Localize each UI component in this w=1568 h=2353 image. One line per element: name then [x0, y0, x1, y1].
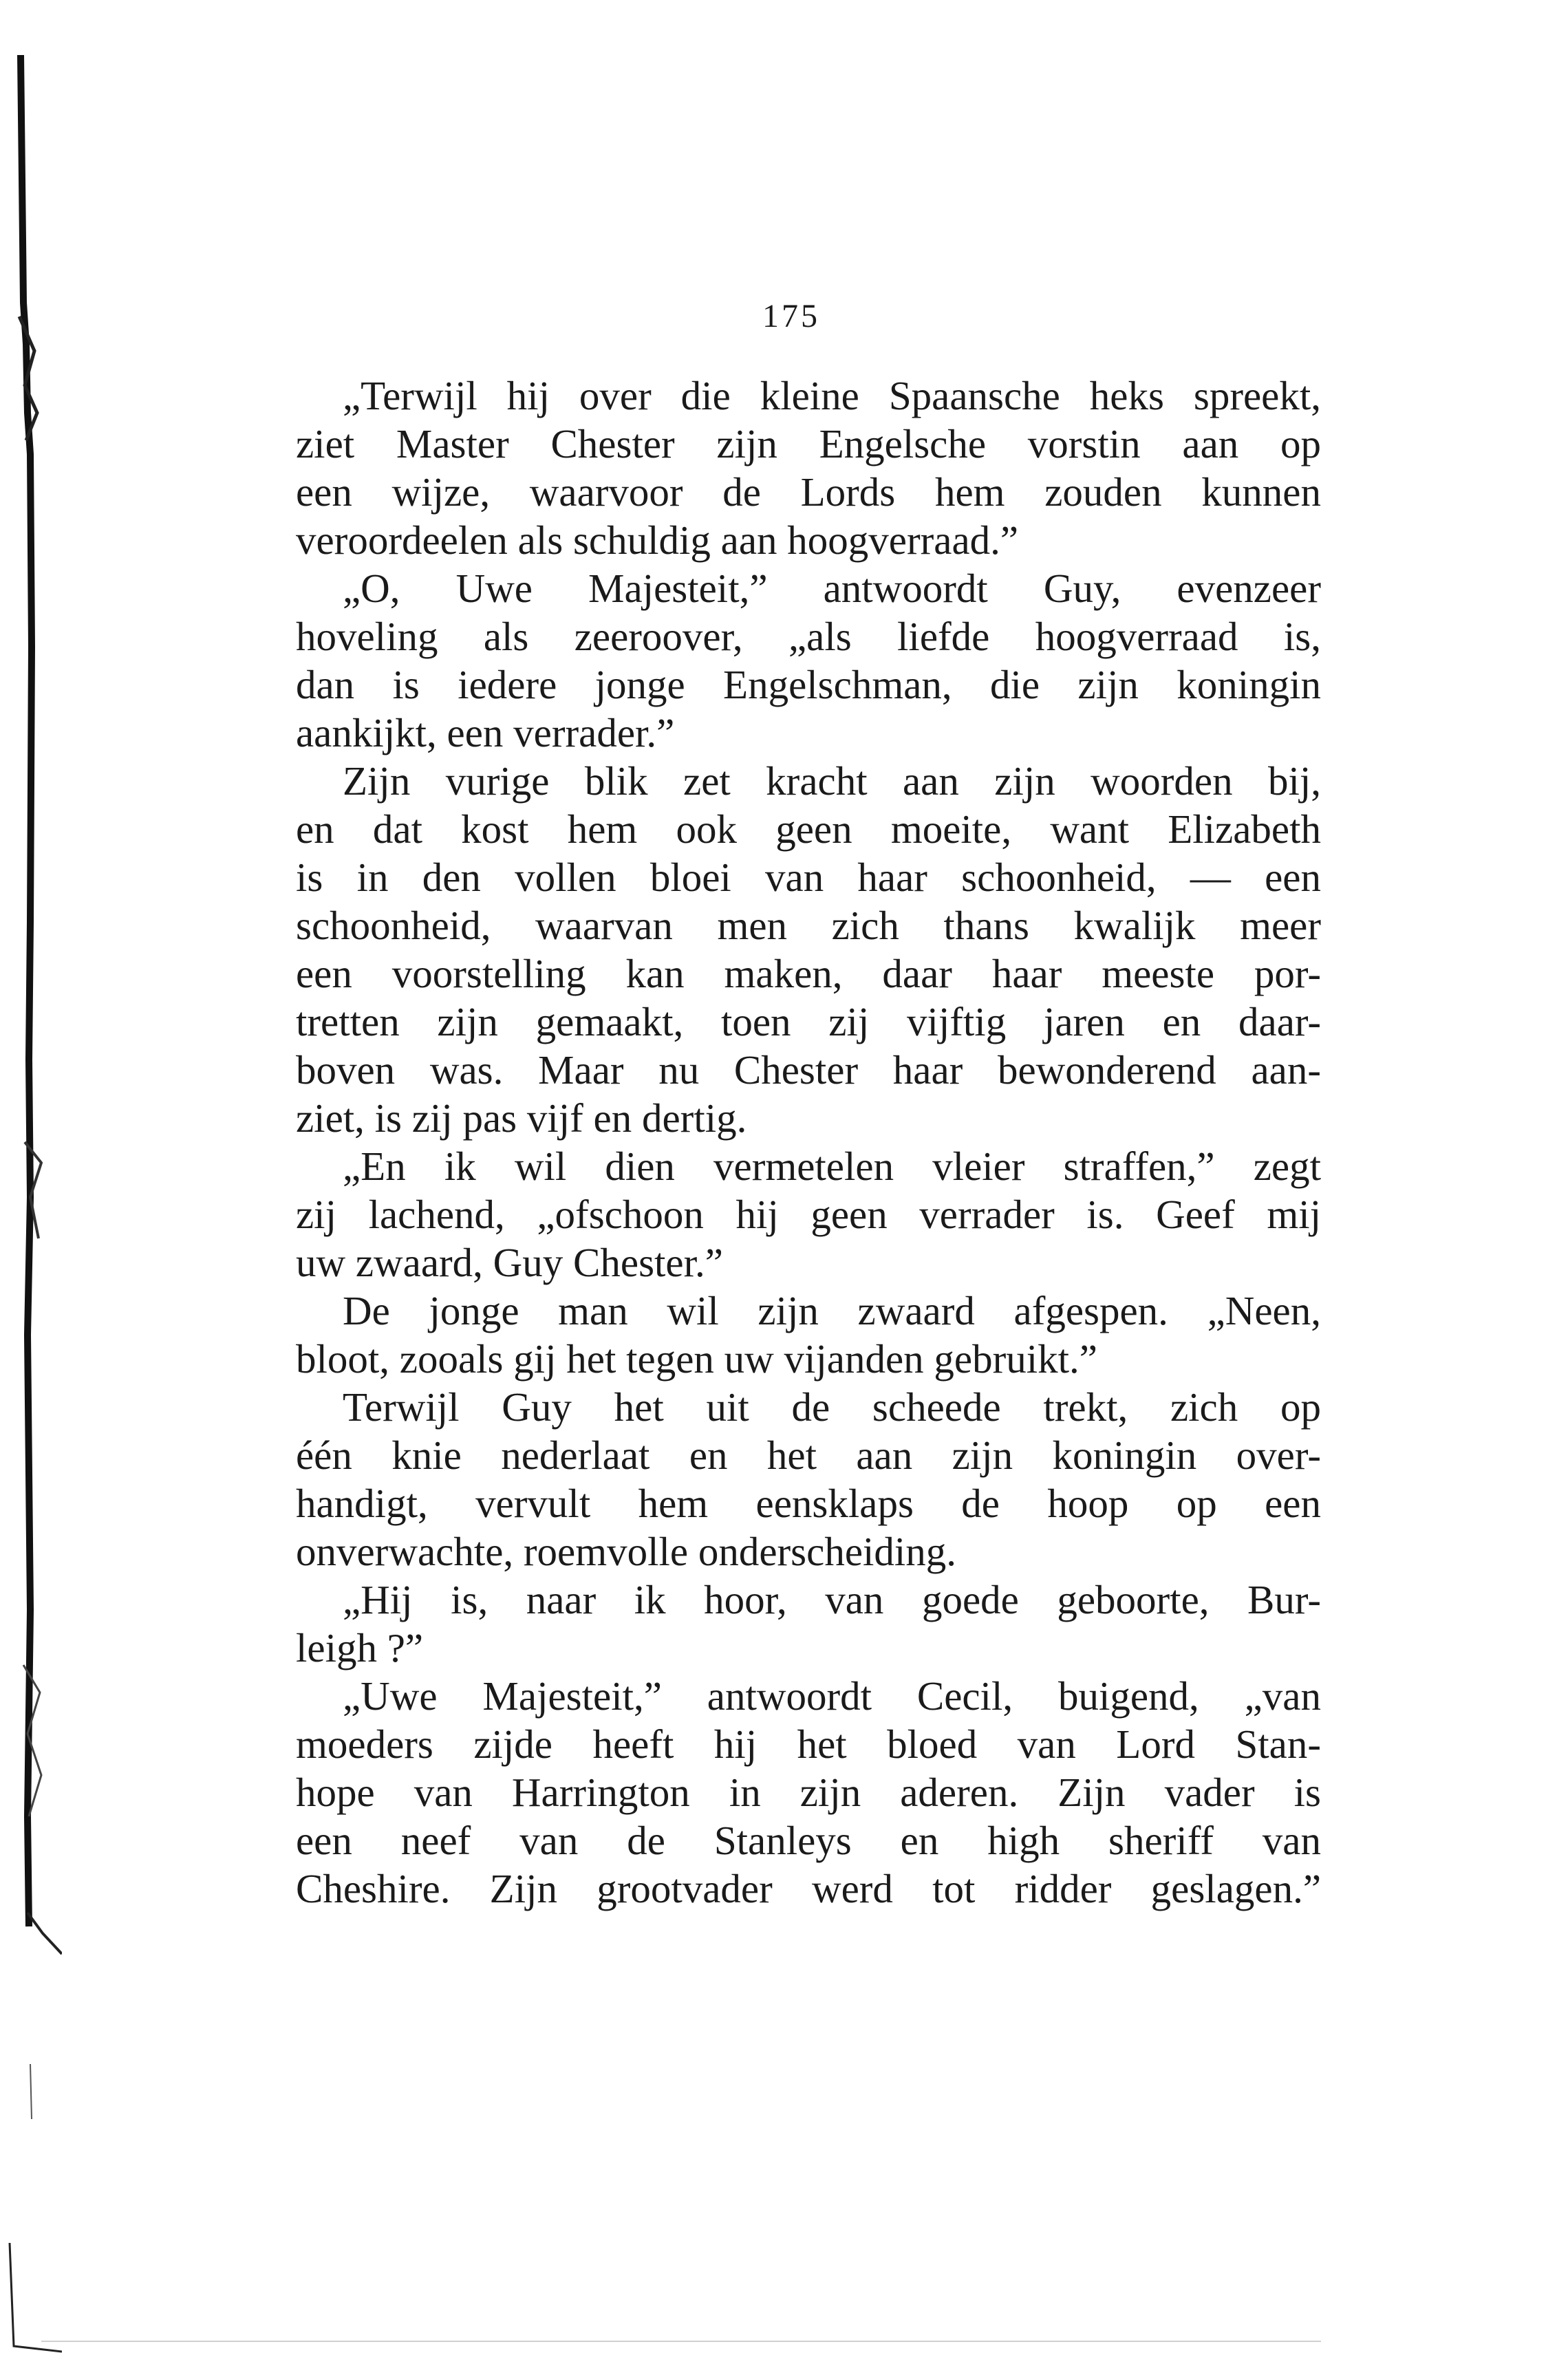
text-line: „Hij is, naar ik hoor, van goede geboorte, Bur-	[343, 1577, 1321, 1622]
binding-edge-scan-artifact	[0, 28, 62, 2353]
text-line: een wijze, waarvoor de Lords hem zouden kunnen	[296, 469, 1321, 515]
text-line: een voorstelling kan maken, daar haar meeste por-	[296, 951, 1321, 996]
text-line: hope van Harrington in zijn aderen. Zijn vader is	[296, 1770, 1321, 1815]
text-line: aankijkt, een verrader.”	[296, 710, 675, 755]
text-line: Zijn vurige blik zet kracht aan zijn woorden bij,	[343, 758, 1321, 804]
text-line: uw zwaard, Guy Chester.”	[296, 1240, 723, 1285]
text-line: handigt, vervult hem eensklaps de hoop op een	[296, 1481, 1321, 1526]
text-line: „Uwe Majesteit,” antwoordt Cecil, buigend, „van	[343, 1673, 1321, 1719]
text-line: hoveling als zeeroover, „als liefde hoogverraad is,	[296, 614, 1321, 659]
text-line: tretten zijn gemaakt, toen zij vijftig jaren en daar-	[296, 999, 1321, 1044]
text-line: is in den vollen bloei van haar schoonheid, — een	[296, 855, 1321, 900]
text-line: boven was. Maar nu Chester haar bewonderend aan-	[296, 1047, 1321, 1093]
text-line: ziet, is zij pas vijf en dertig.	[296, 1095, 747, 1141]
text-line: leigh ?”	[296, 1625, 424, 1670]
body-text	[296, 372, 1321, 1913]
text-line: Terwijl Guy het uit de scheede trekt, zich op	[343, 1384, 1321, 1430]
text-line: veroordeelen als schuldig aan hoogverraad.”	[296, 517, 1019, 563]
text-line: „Terwijl hij over die kleine Spaansche heks spreekt,	[343, 373, 1321, 418]
text-line: ziet Master Chester zijn Engelsche vorstin aan op	[296, 421, 1321, 466]
text-line: onverwachte, roemvolle onderscheiding.	[296, 1529, 957, 1574]
text-line: schoonheid, waarvan men zich thans kwalijk meer	[296, 903, 1321, 948]
text-line: één knie nederlaat en het aan zijn koningin over-	[296, 1432, 1321, 1478]
text-line: Cheshire. Zijn grootvader werd tot ridder geslagen.”	[296, 1866, 1321, 1911]
page-bottom-edge	[41, 2341, 1321, 2342]
text-line: en dat kost hem ook geen moeite, want Elizabeth	[296, 806, 1321, 852]
text-line: een neef van de Stanleys en high sheriff van	[296, 1818, 1321, 1863]
text-line: bloot, zooals gij het tegen uw vijanden gebruikt.”	[296, 1336, 1097, 1382]
text-line: moeders zijde heeft hij het bloed van Lord Stan-	[296, 1721, 1321, 1767]
text-line: De jonge man wil zijn zwaard afgespen. „Neen,	[343, 1288, 1321, 1333]
text-line: „En ik wil dien vermetelen vleier straffen,” zegt	[343, 1143, 1321, 1189]
page-number: 175	[762, 298, 820, 334]
text-line: zij lachend, „ofschoon hij geen verrader is. Geef mij	[296, 1192, 1321, 1237]
text-line: „O, Uwe Majesteit,” antwoordt Guy, evenzeer	[343, 566, 1321, 611]
text-line: dan is iedere jonge Engelschman, die zijn koningin	[296, 662, 1321, 707]
